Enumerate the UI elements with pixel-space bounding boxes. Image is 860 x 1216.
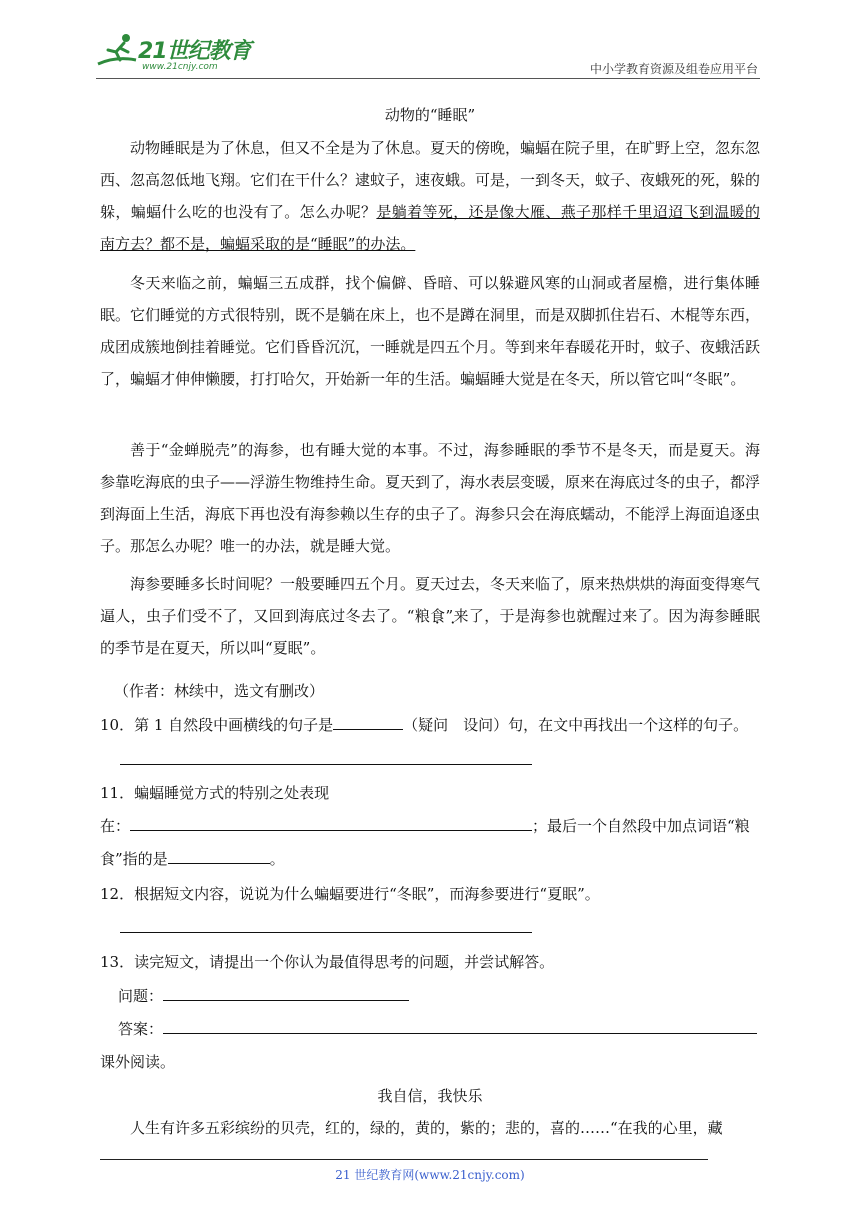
question-label: 问题： bbox=[118, 987, 164, 1005]
paragraph-4-text-b: ”来了，于是海参也就醒过来了。因为海参睡眠的季节是在夏天，所以叫“夏眠”。 bbox=[100, 607, 760, 657]
question-11-line-1: 11．蝙蝠睡觉方式的特别之处表现 bbox=[100, 784, 330, 802]
question-11-line-3 bbox=[100, 848, 285, 869]
footer-text: 21 世纪教育网(www.21cnjy.com) bbox=[335, 1168, 525, 1182]
section-label: 课外阅读。 bbox=[100, 1053, 176, 1071]
footer-divider bbox=[100, 1159, 708, 1160]
question-11-line-2 bbox=[100, 815, 750, 836]
paragraph-1 bbox=[100, 132, 760, 260]
logo bbox=[96, 30, 266, 78]
q11-blank-1[interactable] bbox=[130, 816, 532, 831]
question-10 bbox=[100, 714, 748, 735]
header-divider bbox=[96, 78, 760, 79]
question-13-question bbox=[118, 985, 409, 1006]
question-13: 13．读完短文，请提出一个你认为最值得思考的问题，并尝试解答。 bbox=[100, 953, 555, 971]
question-13-answer bbox=[118, 1018, 757, 1039]
paragraph-1-text: 动物睡眠是为了休息，但又不全是为了休息。夏天的傍晚，蝙蝠在院子里，在旷野上空，忽东忽西、忽高忽低地飞翔。它们在干什么？逮蚊子，速夜蛾。可是，一到冬天，蚊子、夜蛾死的死，躲的躲，蝙蝠什么吃的也没有了。怎么办呢？ bbox=[100, 139, 761, 221]
question-10-text-b: （疑问 设问）句，在文中再找出一个这样的句子。 bbox=[403, 716, 749, 734]
q13-answer-blank[interactable] bbox=[163, 1019, 757, 1034]
page-header bbox=[96, 30, 760, 80]
question-11-text-d: 食”指的是 bbox=[100, 850, 168, 868]
author-note: （作者：林续中，选文有删改） bbox=[114, 682, 325, 700]
paragraph-4 bbox=[100, 568, 760, 664]
article-title: 动物的“睡眠” bbox=[384, 106, 476, 124]
answer-label: 答案： bbox=[118, 1020, 164, 1038]
platform-name: 中小学教育资源及组卷应用平台 bbox=[589, 62, 758, 76]
question-10-text-a: 10．第 1 自然段中画横线的句子是 bbox=[100, 716, 334, 734]
section-2-title: 我自信，我快乐 bbox=[377, 1087, 483, 1105]
logo-text: 21世纪教育 bbox=[138, 39, 251, 64]
paragraph-3: 善于“金蝉脱壳”的海参，也有睡大觉的本事。不过，海参睡眠的季节不是冬天，而是夏天。海参靠吃海底的虫子——浮游生物维持生命。夏天到了，海水表层变暖，原来在海底过冬的虫子，都浮到海面上生活，海底下再也没有海参赖以生存的虫子了。海参只会在海底蠕动，不能浮上海面追逐虫子。那怎么办呢？唯一的办法，就是睡大觉。 bbox=[100, 441, 761, 555]
q12-answer-line[interactable] bbox=[120, 932, 532, 933]
q10-blank[interactable] bbox=[333, 715, 403, 730]
q13-question-blank[interactable] bbox=[163, 986, 409, 1001]
question-11-text-e: 。 bbox=[269, 850, 285, 868]
section-2-paragraph-1: 人生有许多五彩缤纷的贝壳，红的，绿的，黄的，紫的；悲的，喜的……“在我的心里，藏 bbox=[130, 1119, 723, 1137]
question-12: 12．根据短文内容，说说为什么蝙蝠要进行“冬眠”，而海参要进行“夏眠”。 bbox=[100, 885, 600, 903]
logo-url: www.21cnjy.com bbox=[142, 62, 218, 72]
q11-blank-2[interactable] bbox=[168, 849, 270, 864]
paragraph-4-text-a: 海参要睡多长时间呢？一般要睡四五个月。夏天过去，冬天来临了，原来热烘烘的海面变得寒气逼人，虫子们受不了，又回到海底过冬去了。“ bbox=[100, 575, 761, 625]
question-11-text-c: ；最后一个自然段中加点词语“粮 bbox=[532, 817, 750, 835]
runner-logo-icon bbox=[96, 30, 140, 74]
question-11-text-b: 在： bbox=[100, 817, 131, 835]
dotted-char-2: 食 bbox=[430, 607, 446, 625]
dotted-char-1: 粮 bbox=[414, 607, 431, 625]
q10-answer-line[interactable] bbox=[120, 764, 532, 765]
underlined-sentence: 是躺着等死，还是像大雁、燕子那样千里迢迢飞到温暖的南方去？都不是，蝙蝠采取的是“睡眠”的办法。 bbox=[100, 203, 760, 253]
paragraph-2: 冬天来临之前，蝙蝠三五成群，找个偏僻、昏暗、可以躲避风寒的山洞或者屋檐，进行集体睡眠。它们睡觉的方式很特别，既不是躺在床上，也不是蹲在洞里，而是双脚抓住岩石、木棍等东西，成团成簇地倒挂着睡觉。它们昏昏沉沉，一睡就是四五个月。等到来年春暖花开时，蚊子、夜蛾活跃了，蝙蝠才伸伸懒腰，打打哈欠，开始新一年的生活。蝙蝠睡大觉是在冬天，所以管它叫“冬眠”。 bbox=[100, 274, 761, 388]
